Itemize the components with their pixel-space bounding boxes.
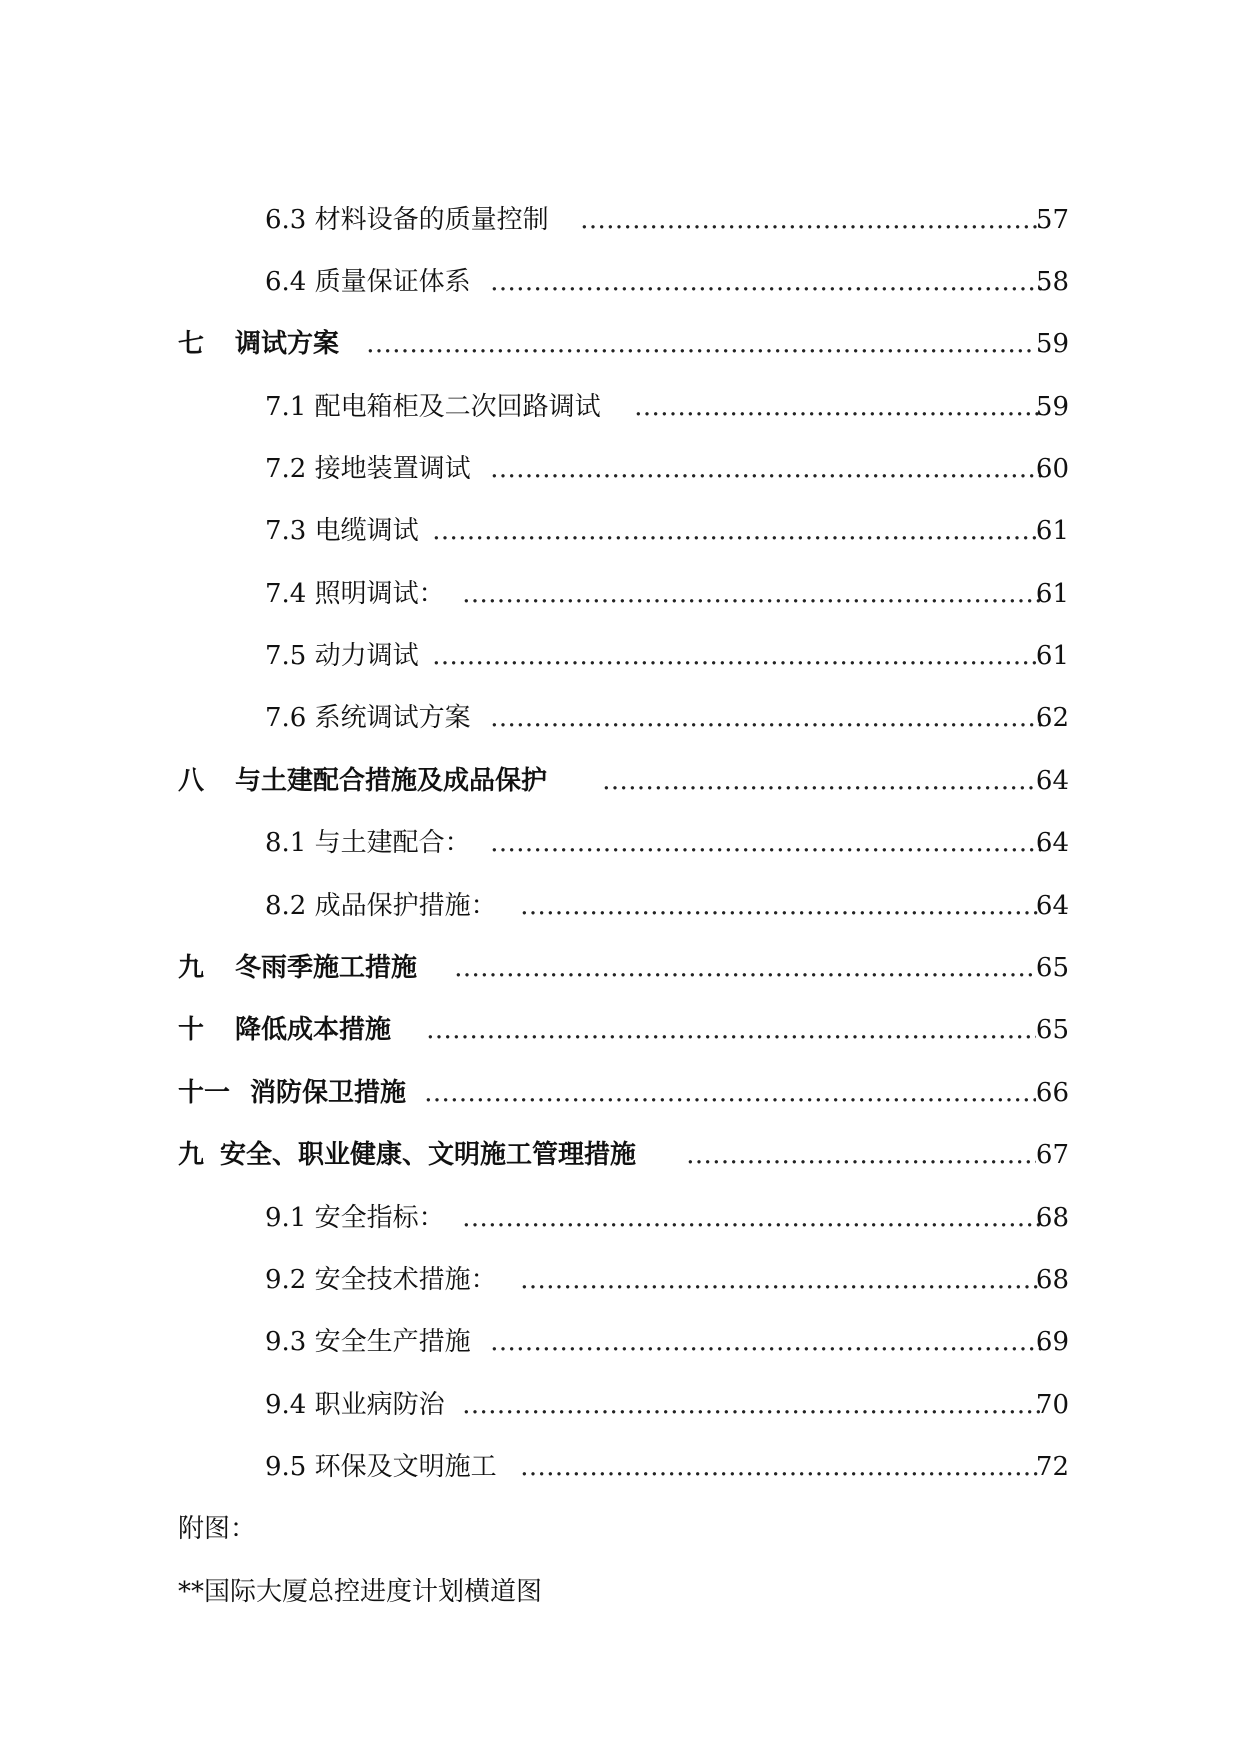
toc-entry-label: 7.6 系统调试方案 — [265, 703, 471, 733]
dot-leader — [432, 511, 1042, 551]
toc-page-number: 61 — [1035, 579, 1069, 609]
toc-entry-label: 8.2 成品保护措施： — [265, 891, 497, 921]
toc-entry-9-3[interactable] — [0, 1322, 1241, 1362]
appendix-item: **国际大厦总控进度计划横道图 — [178, 1577, 543, 1607]
chapter-number: 十 — [178, 1015, 205, 1045]
toc-chapter-label: 调试方案 — [235, 329, 340, 359]
chapter-number: 八 — [178, 766, 205, 796]
toc-entry-label: 7.3 电缆调试 — [265, 516, 419, 546]
chapter-number: 七 — [178, 329, 205, 359]
chapter-number: 九 — [178, 1140, 205, 1170]
toc-page-number: 68 — [1035, 1203, 1069, 1233]
dot-leader — [462, 1385, 1042, 1425]
toc-entry-label: 9.5 环保及文明施工 — [265, 1452, 497, 1482]
toc-page-number: 70 — [1035, 1390, 1069, 1420]
toc-page-number: 64 — [1035, 766, 1069, 796]
toc-entry-label: 9.3 安全生产措施 — [265, 1327, 471, 1357]
dot-leader — [520, 886, 1042, 926]
toc-entry-9-2[interactable] — [0, 1260, 1241, 1300]
toc-chapter-label: 冬雨季施工措施 — [235, 953, 418, 983]
chapter-number: 十一 — [178, 1078, 231, 1108]
dot-leader — [490, 1322, 1042, 1362]
toc-page-number: 62 — [1035, 703, 1069, 733]
dot-leader — [454, 948, 1036, 988]
toc-page-number: 66 — [1035, 1078, 1069, 1108]
dot-leader — [490, 449, 1042, 489]
toc-entry-6-4[interactable] — [0, 262, 1241, 302]
toc-chapter-label: 降低成本措施 — [235, 1015, 392, 1045]
toc-page-number: 58 — [1035, 267, 1069, 297]
toc-chapter-7[interactable] — [0, 324, 1241, 364]
toc-page-number: 59 — [1035, 329, 1069, 359]
toc-entry-8-1[interactable] — [0, 823, 1241, 863]
toc-page-number: 64 — [1035, 828, 1069, 858]
appendix-label: 附图： — [178, 1514, 257, 1544]
toc-entry-7-2[interactable] — [0, 449, 1241, 489]
dot-leader — [462, 1198, 1042, 1238]
dot-leader — [686, 1135, 1036, 1175]
dot-leader — [366, 324, 1036, 364]
toc-entry-9-1[interactable] — [0, 1198, 1241, 1238]
toc-entry-label: 9.1 安全指标： — [265, 1203, 445, 1233]
toc-chapter-label: 消防保卫措施 — [250, 1078, 407, 1108]
toc-chapter-10[interactable] — [0, 1010, 1241, 1050]
toc-entry-label: 6.3 材料设备的质量控制 — [265, 205, 549, 235]
dot-leader — [426, 1010, 1036, 1050]
toc-entry-7-4[interactable] — [0, 574, 1241, 614]
toc-chapter-8[interactable] — [0, 761, 1241, 801]
toc-page-number: 67 — [1035, 1140, 1069, 1170]
toc-entry-7-1[interactable] — [0, 387, 1241, 427]
toc-chapter-9-safety[interactable] — [0, 1135, 1241, 1175]
dot-leader — [424, 1073, 1036, 1113]
toc-entry-9-5[interactable] — [0, 1447, 1241, 1487]
dot-leader — [490, 698, 1042, 738]
toc-page-number: 57 — [1035, 205, 1069, 235]
toc-page-number: 65 — [1035, 1015, 1069, 1045]
toc-chapter-9-winter[interactable] — [0, 948, 1241, 988]
toc-entry-label: 7.1 配电箱柜及二次回路调试 — [265, 392, 601, 422]
toc-entry-label: 9.4 职业病防治 — [265, 1390, 445, 1420]
toc-page-number: 60 — [1035, 454, 1069, 484]
chapter-number: 九 — [178, 953, 205, 983]
dot-leader — [580, 200, 1042, 240]
toc-page-number: 68 — [1035, 1265, 1069, 1295]
toc-entry-label: 7.2 接地装置调试 — [265, 454, 471, 484]
toc-page-number: 72 — [1035, 1452, 1069, 1482]
toc-page-number: 64 — [1035, 891, 1069, 921]
toc-entry-9-4[interactable] — [0, 1385, 1241, 1425]
toc-chapter-11[interactable] — [0, 1073, 1241, 1113]
toc-page-number: 59 — [1035, 392, 1069, 422]
dot-leader — [520, 1447, 1042, 1487]
toc-entry-label: 7.4 照明调试： — [265, 579, 445, 609]
toc-entry-label: 6.4 质量保证体系 — [265, 267, 471, 297]
dot-leader — [520, 1260, 1042, 1300]
dot-leader — [432, 636, 1042, 676]
toc-page-number: 61 — [1035, 516, 1069, 546]
toc-entry-7-3[interactable] — [0, 511, 1241, 551]
toc-chapter-label: 与土建配合措施及成品保护 — [235, 766, 548, 796]
toc-entry-label: 7.5 动力调试 — [265, 641, 419, 671]
toc-page-number: 61 — [1035, 641, 1069, 671]
toc-page-number: 69 — [1035, 1327, 1069, 1357]
dot-leader — [490, 262, 1042, 302]
toc-entry-label: 8.1 与土建配合： — [265, 828, 471, 858]
toc-page-number: 65 — [1035, 953, 1069, 983]
toc-entry-6-3[interactable] — [0, 200, 1241, 240]
toc-entry-8-2[interactable] — [0, 886, 1241, 926]
toc-entry-label: 9.2 安全技术措施： — [265, 1265, 497, 1295]
dot-leader — [462, 574, 1042, 614]
toc-entry-7-5[interactable] — [0, 636, 1241, 676]
dot-leader — [490, 823, 1042, 863]
dot-leader — [634, 387, 1042, 427]
toc-chapter-label: 安全、职业健康、文明施工管理措施 — [220, 1140, 637, 1170]
toc-entry-7-6[interactable] — [0, 698, 1241, 738]
dot-leader — [602, 761, 1036, 801]
